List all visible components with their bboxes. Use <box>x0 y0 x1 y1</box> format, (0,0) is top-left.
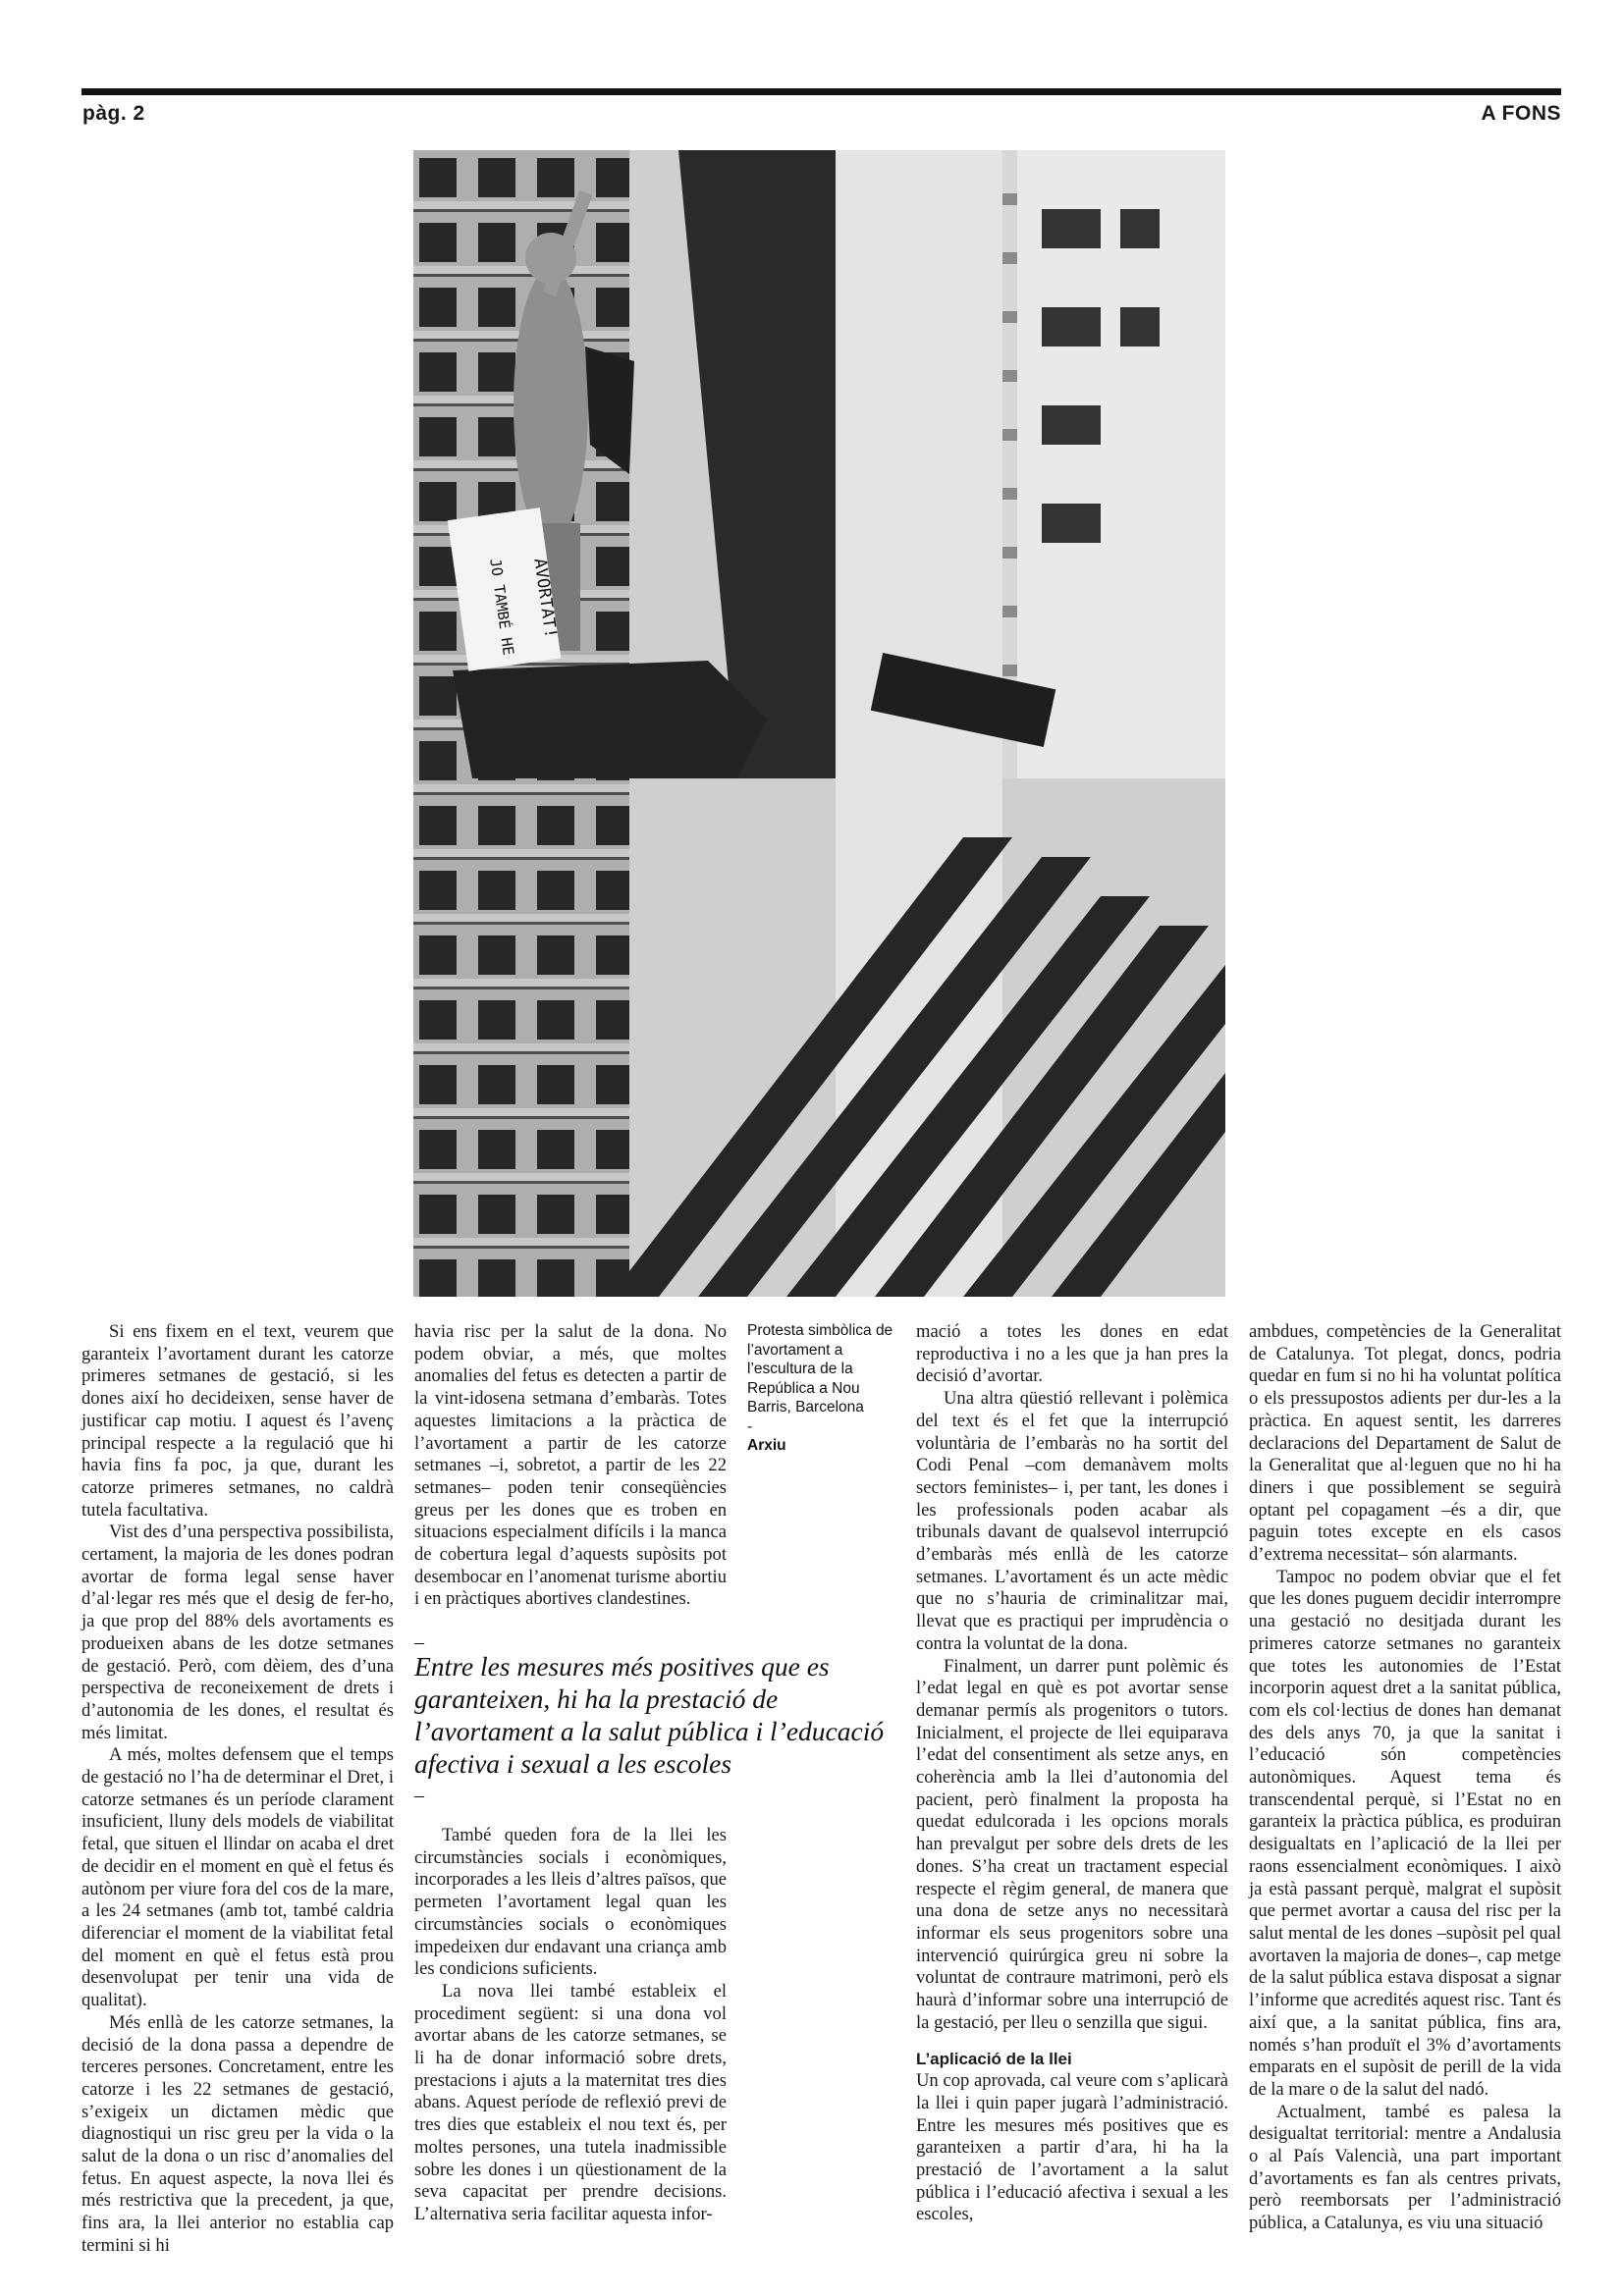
pull-quote-dash: – <box>414 1785 424 1806</box>
article-column-3 <box>916 1321 1228 2226</box>
article-column-2 <box>414 1321 727 1611</box>
subheading: L’aplicació de la llei <box>916 2049 1072 2068</box>
paragraph: Actualment, també es palesa la desigualtat territorial: mentre a Andalusia o al País Valencià, una part important d’avortaments es fan als centres privats, però reemborsats per l’administració pública, a Catalunya, es viu una situació <box>1249 2101 1561 2234</box>
paragraph: Més enllà de les catorze setmanes, la decisió de la dona passa a dependre de terceres persones. Concretament, entre les catorze i les 22 setmanes de gestació, s’exigeix un dictamen mèdic que diagnostiqui un risc greu per la vida o la salut de la dona o un risc d’anomalies del fetus. En aquest aspecte, la nova llei és més restrictiva que la precedent, ja que, fins ara, la llei anterior no establia cap termini si hi <box>81 2011 394 2256</box>
sign-text-line2: AVORTAT! <box>529 557 561 640</box>
paragraph: La nova llei també estableix el procediment següent: si una dona vol avortar abans de les catorze setmanes, se li ha de donar informació sobre drets, prestacions i ajuts a la maternitat tres dies abans. Aquest període de reflexió previ de tres dies que estableix el nou text és, per moltes persones, una tutela inadmissible sobre les dones i un qüestionament de la seva capacitat per prendre decisions. L’alternativa seria facilitar aquesta infor- <box>414 1980 727 2224</box>
photo-credit: Arxiu <box>747 1437 786 1454</box>
top-rule <box>81 88 1561 95</box>
paragraph: Un cop aprovada, cal veure com s’aplicarà la llei i quin paper jugarà l’administració. Entre les mesures més positives que es garanteixen a partir d’ara, hi ha la prestació de l’avortament a la salut pública i l’educació afectiva i sexual a les escoles, <box>916 2070 1228 2225</box>
caption-dash: - <box>747 1417 753 1435</box>
article-column-2-continued <box>414 1825 727 2226</box>
pull-quote-dash: – <box>414 1631 424 1653</box>
paragraph: mació a totes les dones en edat reproductiva i no a les que ja han pres la decisió d’avortar. <box>916 1321 1228 1387</box>
paragraph: Vist des d’una perspectiva possibilista, certament, la majoria de les dones podran avortar de forma legal sense haver d’al·legar res més que el desig de fer-ho, ja que prop del 88% dels avortaments es produeixen abans de les dotze setmanes de gestació. Però, com dèiem, des d’una perspectiva de reconeixement de drets i d’autonomia de les dones, el resultat és més limitat. <box>81 1522 394 1743</box>
article-photo <box>413 150 1225 1297</box>
paragraph: A més, moltes defensem que el temps de gestació no l’ha de determinar el Dret, i catorze setmanes és un període clarament insuficient, lluny dels models de viabilitat fetal, que situen el llindar on acaba el dret de decidir en el moment en què el fetus és autònom per viure fora del cos de la mare, a les 24 setmanes (amb tot, també caldria diferenciar el moment de la viabilitat fetal del moment en què el fetus està prou desenvolupat per tenir una vida de qualitat). <box>81 1744 394 2011</box>
photo-caption <box>747 1321 894 1456</box>
paragraph: Tampoc no podem obviar que el fet que les dones puguem decidir interrompre una gestació no desitjada durant les primeres catorze setmanes no garanteix que totes les autonomies de l’Estat incorporin aquest dret a la sanitat pública, com els col·lectius de dones han demanat des dels anys 70, ja que la sanitat i l’educació són competències autonòmiques. Aquest tema és transcendental perquè, si l’Estat no en garanteix la pràctica pública, es produiran desigualtats en l’aplicació de la llei per raons essencialment econòmiques. I això ja està passant perquè, malgrat el supòsit que permet avortar a causa del risc per la salut mental de les dones –supòsit pel qual avortaven la majoria de dones–, cap metge de la salut pública estava disposat a signar l’informe que acredités aquest risc. Tant és així que, a la sanitat pública, fins ara, només s’han produït el 3% d’avortaments emparats en el supòsit de perill de la vida de la mare o de la salut del nadó. <box>1249 1566 1561 2100</box>
paragraph: Una altra qüestió rellevant i polèmica del text és el fet que la interrupció voluntària de l’embaràs no ha sortit del Codi Penal –com demanàvem molts sectors feministes– i, per tant, les dones i les professionals poden acabar als tribunals davant de qualsevol interrupció d’embaràs més enllà de les catorze setmanes. L’avortament és un acte mèdic que no s’hauria de criminalitzar mai, llevat que es practiqui per imprudència o contra la voluntat de la dona. <box>916 1388 1228 1654</box>
paragraph: Si ens fixem en el text, veurem que garanteix l’avortament durant les catorze primeres setmanes de gestació, si les dones així ho decideixen, sense haver de justificar cap motiu. I aquest és l’avenç principal respecte a la regulació que hi havia fins fa poc, ja que, durant les catorze primeres setmanes, no caldrà tutela facultativa. <box>81 1321 394 1521</box>
paragraph: Finalment, un darrer punt polèmic és l’edat legal en què es pot avortar sense demanar permís als progenitors o tutors. Inicialment, el projecte de llei equiparava l’edat del consentiment als setze anys, en coherència amb la llei d’autonomia del pacient, però finalment la proposta ha quedat edulcorada i les opcions morals han prevalgut per sobre dels drets de les dones. S’ha creat un tractament especial respecte el règim general, de manera que una dona de setze anys no necessitarà informar els seus progenitors sobre una intervenció quirúrgica greu ni sobre la voluntat de contraure matrimoni, però els haurà d’informar sobre una interrupció de la gestació, per lleu o senzilla que sigui. <box>916 1655 1228 2033</box>
article-column-4 <box>1249 1321 1561 2235</box>
page-number: pàg. 2 <box>82 102 145 125</box>
pull-quote <box>414 1631 895 1806</box>
sign-text-line1: JO TAMBÉ HE <box>486 557 517 657</box>
section-title: A FONS <box>1481 102 1561 125</box>
paragraph: ambdues, competències de la Generalitat de Catalunya. Tot plegat, doncs, podria quedar en fum si no hi ha voluntat política o els pressupostos adients per dur-les a la pràctica. En aquest sentit, les darreres declaracions del Departament de Salut de la Generalitat que al·leguen que no hi ha diners i que possiblement se seguirà optant pel copagament –és a dir, que paguin totes excepte en els casos d’extrema necessitat– són alarmants. <box>1249 1321 1561 1566</box>
paragraph: havia risc per la salut de la dona. No podem obviar, a més, que moltes anomalies del fetus es detecten a partir de la vint-idosena setmana d’embaràs. Totes aquestes limitacions a la pràctica de l’avortament a partir de les catorze setmanes –i, sobretot, a partir de les 22 setmanes– poden tenir conseqüències greus per les dones que es troben en situacions especialment difícils i la manca de cobertura legal d’aquests supòsits pot desembocar en l’anomenat turisme abortiu i en pràctiques abortives clandestines. <box>414 1321 727 1610</box>
sculpture-photo-illustration <box>413 150 1225 1297</box>
article-column-1 <box>81 1321 394 2258</box>
caption-text: Protesta simbòlica de l’avortament a l’escultura de la República a Nou Barris, Barcelona <box>747 1322 893 1415</box>
paragraph: També queden fora de la llei les circumstàncies socials i econòmiques, incorporades a les lleis d’altres països, que permeten l’avortament legal quan les circumstàncies socials o econòmiques impedeixen dur endavant una criança amb les condicions suficients. <box>414 1825 727 1980</box>
pull-quote-text: Entre les mesures més positives que es garanteixen, hi ha la prestació de l’avortament a la salut pública i l’educació afectiva i sexual a les escoles <box>414 1651 885 1779</box>
